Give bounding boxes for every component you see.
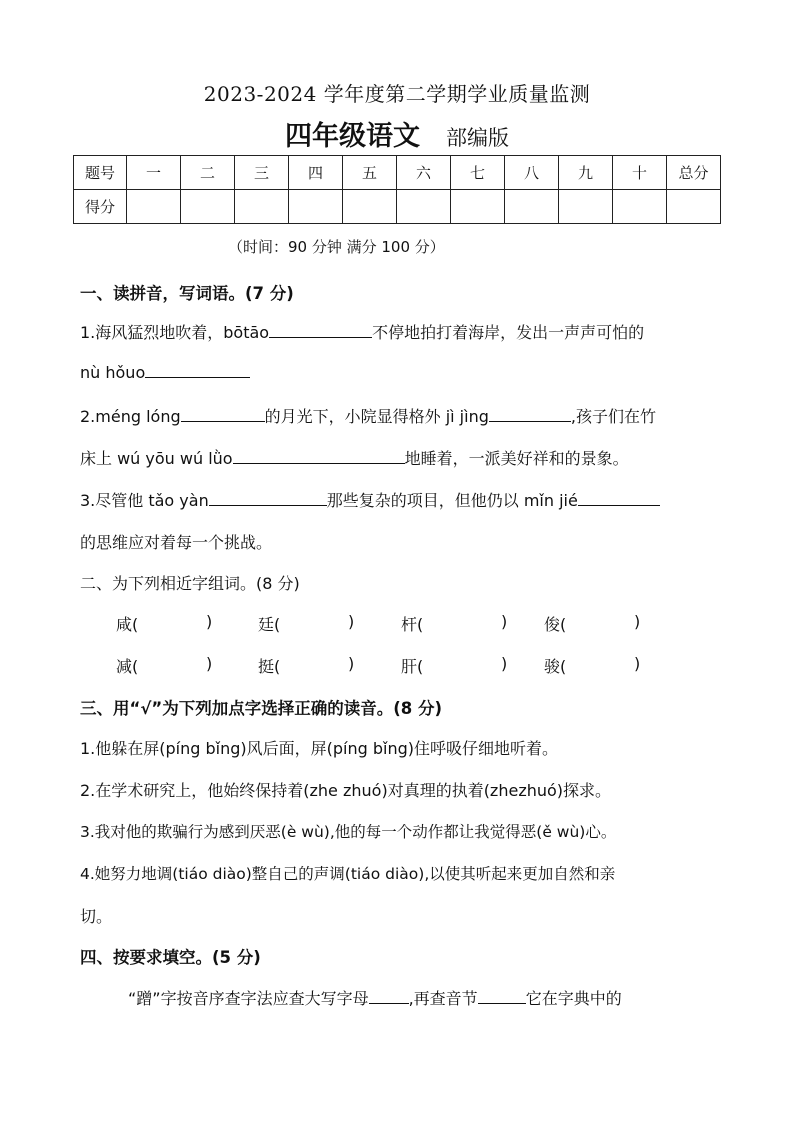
score-input-cell[interactable] xyxy=(451,190,505,224)
score-header-cell: 二 xyxy=(181,156,235,190)
exam-year-line: 2023-2024 学年度第二学期学业质量监测 xyxy=(203,82,591,106)
exam-title-line xyxy=(0,114,794,153)
score-header-cell: 三 xyxy=(235,156,289,190)
score-input-cell[interactable] xyxy=(505,190,559,224)
q2-text-d: 床上 wú yōu wú lǜo xyxy=(80,449,233,468)
section1-q2-line1 xyxy=(80,404,656,427)
score-input-cell[interactable] xyxy=(397,190,451,224)
score-input-cell[interactable] xyxy=(559,190,613,224)
score-header-cell: 九 xyxy=(559,156,613,190)
score-header-cell: 五 xyxy=(343,156,397,190)
q3-text-b: 那些复杂的项目，但他仍以 mǐn jié xyxy=(326,491,578,510)
section3-q2: 2.在学术研究上，他始终保持着(zhe zhuó)对真理的执着(zhezhuó)探求。 xyxy=(80,781,612,800)
s4-text-a: “蹭”字按音序查字法应查大写字母 xyxy=(128,989,369,1008)
score-table-score-row xyxy=(74,190,721,224)
exam-page: 2023-2024 学年度第二学期学业质量监测 四年级语文 部编版 题号 一 二 三 四 五 六 七 八 九 十 总分 得分 （时间：90 分钟 满分 100 分） 一、读拼音，写词语。(7 分) 1.海风猛烈地吹着，bōtāo 不停地拍打着海岸，发出一声声可怕的 nù hǒuo 2.méng lóng 的月光下，小院显得格外 jì jìng ,孩子们在竹 床上 wú yōu wú lǜo 地睡着，一派美好祥和的景象。 3.尽管他 tǎo yàn 那些复杂的项目，但他仍以 mǐn jié 的思维应对着每一个挑战。 二、为下列相近字组词。(8 分) 咸( ) 廷( ) 杆( ) 俊( ) 减( ) 挺( ) 肝( ) 骏( ) 三、用“√”为下列加点字选择正确的读音。(8 分) 1.他躲在屏(píng bǐng)风后面，屏(píng bǐng)住呼吸仔细地听着。 2.在学术研究上，他始终保持着(zhe zhuó)对真理的执着(zhezhuó)探求。 3.我对他的欺骗行为感到厌恶(è wù),他的每一个动作都让我觉得恶(ě wù)心。 4.她努力地调(tiáo diào)整自己的声调(tiáo diào),以使其听起来更加自然和亲 切。 四、按要求填空。(5 分) “蹭”字按音序查字法应查大写字母 ,再查音节 它在字典中的 xyxy=(0,0,794,1123)
exam-title: 四年级语文 xyxy=(285,121,420,152)
score-input-cell[interactable] xyxy=(127,190,181,224)
score-header-cell: 八 xyxy=(505,156,559,190)
score-header-cell: 六 xyxy=(397,156,451,190)
section1-q3-line1 xyxy=(80,488,660,511)
s4-text-c: 它在字典中的 xyxy=(525,989,622,1008)
q2-text-e: 地睡着，一派美好祥和的景象。 xyxy=(404,449,629,468)
answer-blank[interactable] xyxy=(209,490,327,506)
q1-text-c: nù hǒuo xyxy=(80,363,146,382)
score-input-cell[interactable] xyxy=(343,190,397,224)
section4-q1-line1 xyxy=(128,986,622,1009)
q2-text-a: 2.méng lóng xyxy=(80,407,181,426)
s4-text-b: ,再查音节 xyxy=(408,989,478,1008)
answer-blank[interactable] xyxy=(181,406,265,422)
q2-text-b: 的月光下，小院显得格外 jì jìng xyxy=(264,407,489,426)
section2-title: 二、为下列相近字组词。(8 分) xyxy=(80,574,300,593)
q3-text-a: 3.尽管他 tǎo yàn xyxy=(80,491,209,510)
score-input-cell[interactable] xyxy=(613,190,667,224)
score-header-cell: 四 xyxy=(289,156,343,190)
section1-q2-line2 xyxy=(80,446,629,469)
score-input-cell[interactable] xyxy=(289,190,343,224)
score-header-cell: 题号 xyxy=(74,156,127,190)
answer-blank[interactable] xyxy=(233,448,405,464)
answer-blank[interactable] xyxy=(369,988,409,1004)
q2-text-c: ,孩子们在竹 xyxy=(570,407,656,426)
score-row-label: 得分 xyxy=(74,190,127,224)
score-input-cell[interactable] xyxy=(667,190,721,224)
score-table xyxy=(73,155,721,224)
q1-text-b: 不停地拍打着海岸，发出一声声可怕的 xyxy=(372,323,645,342)
score-header-cell: 七 xyxy=(451,156,505,190)
section3-q3: 3.我对他的欺骗行为感到厌恶(è wù),他的每一个动作都让我觉得恶(ě wù)心。 xyxy=(80,823,617,841)
answer-blank[interactable] xyxy=(145,362,250,378)
section3-q1: 1.他躲在屏(píng bǐng)风后面，屏(píng bǐng)住呼吸仔细地听着。 xyxy=(80,739,559,758)
score-table-header-row xyxy=(74,156,721,190)
section3-title: 三、用“√”为下列加点字选择正确的读音。(8 分) xyxy=(80,699,443,718)
section1-q3-line2: 的思维应对着每一个挑战。 xyxy=(80,533,273,552)
section1-title: 一、读拼音，写词语。(7 分) xyxy=(80,284,294,303)
time-note: （时间：90 分钟 满分 100 分） xyxy=(228,238,445,256)
answer-blank[interactable] xyxy=(478,988,526,1004)
answer-blank[interactable] xyxy=(269,322,372,338)
score-input-cell[interactable] xyxy=(181,190,235,224)
score-header-cell: 十 xyxy=(613,156,667,190)
section4-title: 四、按要求填空。(5 分) xyxy=(80,948,261,967)
section3-q4-line1: 4.她努力地调(tiáo diào)整自己的声调(tiáo diào),以使其听起来更加自然和亲 xyxy=(80,865,616,883)
q1-text-a: 1.海风猛烈地吹着，bōtāo xyxy=(80,323,270,342)
exam-edition: 部编版 xyxy=(446,126,509,150)
score-header-cell: 总分 xyxy=(667,156,721,190)
answer-blank[interactable] xyxy=(489,406,571,422)
section3-q4-line2: 切。 xyxy=(80,907,113,926)
answer-blank[interactable] xyxy=(578,490,660,506)
score-header-cell: 一 xyxy=(127,156,181,190)
score-input-cell[interactable] xyxy=(235,190,289,224)
section1-q1-line1 xyxy=(80,320,644,343)
section1-q1-line2 xyxy=(80,362,250,382)
